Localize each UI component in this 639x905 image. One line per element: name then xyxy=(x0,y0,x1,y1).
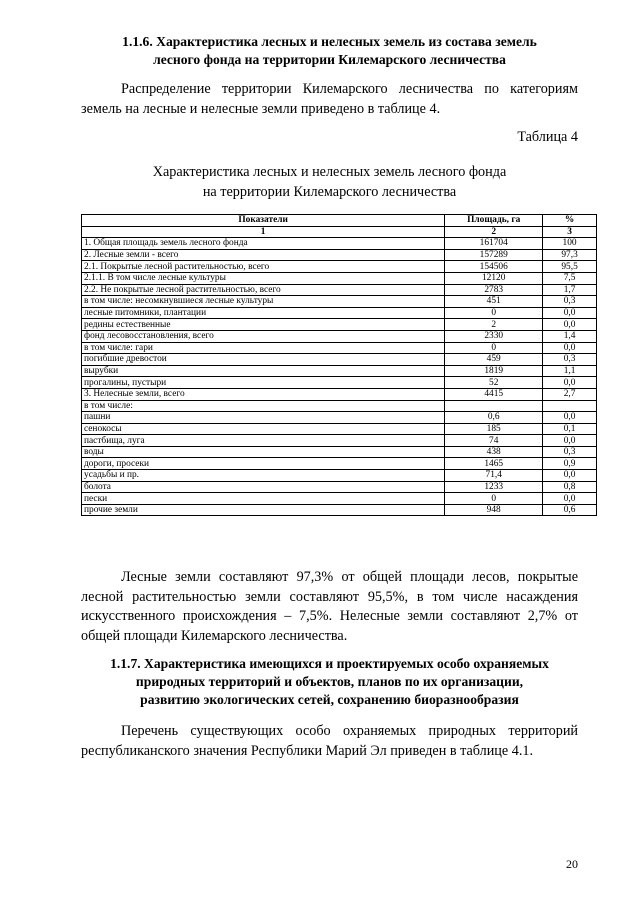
row-indicator: 2.2. Не покрытые лесной растительностью, всего xyxy=(82,284,445,296)
row-indicator: пашни xyxy=(82,412,445,424)
table-row xyxy=(82,423,597,435)
section-title-line: 1.1.7. Характеристика имеющихся и проектируемых особо охраняемых xyxy=(110,656,549,671)
table-row xyxy=(82,446,597,458)
row-percent: 0,3 xyxy=(543,354,597,366)
row-percent: 7,5 xyxy=(543,272,597,284)
row-indicator: пески xyxy=(82,493,445,505)
row-area: 451 xyxy=(445,296,543,308)
row-area xyxy=(445,400,543,412)
row-percent: 0,0 xyxy=(543,307,597,319)
header-percent: % xyxy=(543,215,597,227)
table-row xyxy=(82,330,597,342)
table-row xyxy=(82,458,597,470)
table-row xyxy=(82,296,597,308)
row-area: 154506 xyxy=(445,261,543,273)
row-percent: 0,8 xyxy=(543,481,597,493)
section-title-line: природных территорий и объектов, планов по их организации, xyxy=(135,674,524,689)
summary-paragraph: Лесные земли составляют 97,3% от общей площади лесов, покрытые лесной растительностью земли составляют 95,5%, в том числе насаждения искусственного происхождения – 7,5%. Нелесные земли составляют 2,7% от общей площади Килемарского лесничества. xyxy=(81,569,578,644)
table-body xyxy=(82,238,597,516)
table-row xyxy=(82,400,597,412)
row-percent: 2,7 xyxy=(543,388,597,400)
row-area: 185 xyxy=(445,423,543,435)
row-indicator: 3. Нелесные земли, всего xyxy=(82,388,445,400)
table-row xyxy=(82,249,597,261)
row-percent: 0,0 xyxy=(543,377,597,389)
row-indicator: 2.1.1. В том числе лесные культуры xyxy=(82,272,445,284)
table-row xyxy=(82,470,597,482)
section-title-line: 1.1.6. Характеристика лесных и нелесных земель из состава земель xyxy=(122,34,537,49)
row-area: 0,6 xyxy=(445,412,543,424)
row-area: 161704 xyxy=(445,238,543,250)
row-indicator: фонд лесовосстановления, всего xyxy=(82,330,445,342)
row-indicator: болота xyxy=(82,481,445,493)
table-row xyxy=(82,504,597,516)
table-row xyxy=(82,307,597,319)
table-row xyxy=(82,284,597,296)
table-row xyxy=(82,238,597,250)
row-percent: 0,0 xyxy=(543,319,597,331)
table-row xyxy=(82,261,597,273)
row-indicator: 2.1. Покрытые лесной растительностью, всего xyxy=(82,261,445,273)
row-percent: 95,5 xyxy=(543,261,597,273)
table-header-row xyxy=(82,215,597,227)
table-caption xyxy=(81,162,578,202)
colnum: 2 xyxy=(445,226,543,238)
row-percent: 0,0 xyxy=(543,493,597,505)
row-area: 0 xyxy=(445,493,543,505)
table-row xyxy=(82,481,597,493)
table-row xyxy=(82,354,597,366)
table-row xyxy=(82,493,597,505)
row-percent xyxy=(543,400,597,412)
land-characteristics-table xyxy=(81,214,597,516)
header-area: Площадь, га xyxy=(445,215,543,227)
table-caption-line: на территории Килемарского лесничества xyxy=(202,184,457,200)
section-title-line: развитию экологических сетей, сохранению биоразнообразия xyxy=(140,692,519,707)
table-caption-line: Характеристика лесных и нелесных земель лесного фонда xyxy=(152,164,507,180)
row-indicator: воды xyxy=(82,446,445,458)
row-indicator: пастбища, луга xyxy=(82,435,445,447)
row-area: 74 xyxy=(445,435,543,447)
colnum: 1 xyxy=(82,226,445,238)
row-area: 12120 xyxy=(445,272,543,284)
row-percent: 0,9 xyxy=(543,458,597,470)
row-indicator: погибшие древостои xyxy=(82,354,445,366)
row-indicator: сенокосы xyxy=(82,423,445,435)
row-percent: 0,0 xyxy=(543,342,597,354)
colnum: 3 xyxy=(543,226,597,238)
table-colnum-row xyxy=(82,226,597,238)
table-row xyxy=(82,388,597,400)
table-row xyxy=(82,342,597,354)
row-indicator: лесные питомники, плантации xyxy=(82,307,445,319)
row-percent: 0,6 xyxy=(543,504,597,516)
row-area: 1233 xyxy=(445,481,543,493)
row-area: 2330 xyxy=(445,330,543,342)
section-title-line: лесного фонда на территории Килемарского лесничества xyxy=(153,52,506,67)
row-area: 948 xyxy=(445,504,543,516)
intro-paragraph: Распределение территории Килемарского лесничества по категориям земель на лесные и нелесные земли приведено в таблице 4. xyxy=(81,81,578,117)
row-percent: 0,1 xyxy=(543,423,597,435)
row-area: 2 xyxy=(445,319,543,331)
row-area: 2783 xyxy=(445,284,543,296)
table-row xyxy=(82,435,597,447)
row-indicator: 1. Общая площадь земель лесного фонда xyxy=(82,238,445,250)
final-paragraph: Перечень существующих особо охраняемых природных территорий республиканского значения Республики Марий Эл приведен в таблице 4.1. xyxy=(81,723,578,759)
row-percent: 97,3 xyxy=(543,249,597,261)
row-indicator: прочие земли xyxy=(82,504,445,516)
row-indicator: усадьбы и пр. xyxy=(82,470,445,482)
table-label: Таблица 4 xyxy=(517,129,578,145)
section-title-1-1-7 xyxy=(81,655,578,709)
row-indicator: в том числе: гари xyxy=(82,342,445,354)
table-row xyxy=(82,412,597,424)
row-percent: 0,0 xyxy=(543,435,597,447)
row-area: 71,4 xyxy=(445,470,543,482)
row-area: 0 xyxy=(445,307,543,319)
row-indicator: вырубки xyxy=(82,365,445,377)
row-percent: 1,1 xyxy=(543,365,597,377)
row-percent: 0,3 xyxy=(543,446,597,458)
row-area: 52 xyxy=(445,377,543,389)
row-percent: 1,4 xyxy=(543,330,597,342)
row-area: 1819 xyxy=(445,365,543,377)
row-indicator: прогалины, пустыри xyxy=(82,377,445,389)
section-title-1-1-6 xyxy=(81,33,578,69)
row-indicator: редины естественные xyxy=(82,319,445,331)
page-number: 20 xyxy=(566,857,578,871)
row-percent: 0,0 xyxy=(543,412,597,424)
row-indicator: 2. Лесные земли - всего xyxy=(82,249,445,261)
table-row xyxy=(82,377,597,389)
row-percent: 0,3 xyxy=(543,296,597,308)
row-area: 438 xyxy=(445,446,543,458)
table-row xyxy=(82,272,597,284)
row-area: 157289 xyxy=(445,249,543,261)
table-row xyxy=(82,365,597,377)
row-percent: 1,7 xyxy=(543,284,597,296)
row-area: 0 xyxy=(445,342,543,354)
row-indicator: в том числе: несомкнувшиеся лесные культуры xyxy=(82,296,445,308)
row-percent: 100 xyxy=(543,238,597,250)
row-indicator: дороги, просеки xyxy=(82,458,445,470)
header-indicators: Показатели xyxy=(82,215,445,227)
row-percent: 0,0 xyxy=(543,470,597,482)
row-indicator: в том числе: xyxy=(82,400,445,412)
table-row xyxy=(82,319,597,331)
row-area: 1465 xyxy=(445,458,543,470)
row-area: 459 xyxy=(445,354,543,366)
row-area: 4415 xyxy=(445,388,543,400)
